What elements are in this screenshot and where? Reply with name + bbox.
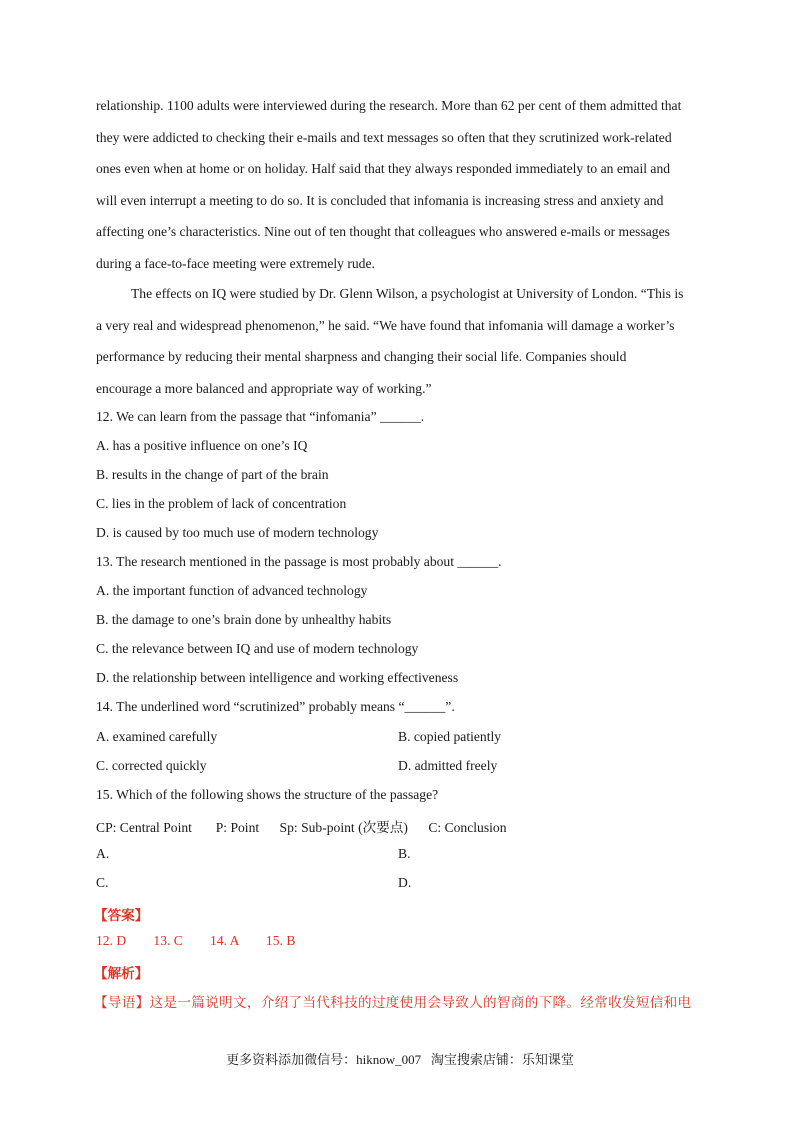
question-13-option-c: C. the relevance between IQ and use of modern technology xyxy=(96,641,419,656)
question-15-option-a: A. xyxy=(96,846,110,861)
question-15-legend: CP: Central Point P: Point Sp: Sub-point (次要点) C: Conclusion xyxy=(96,820,507,835)
question-12-option-a: A. has a positive influence on one’s IQ xyxy=(96,438,308,453)
question-13-stem: 13. The research mentioned in the passage is most probably about ______. xyxy=(96,554,502,569)
passage-line: performance by reducing their mental sharpness and changing their social life. Companies should xyxy=(96,349,627,365)
passage-line: a very real and widespread phenomenon,” he said. “We have found that infomania will damage a worker’s xyxy=(96,317,675,333)
analysis-label: 【解析】 xyxy=(94,966,149,981)
question-14-option-a: A. examined carefully xyxy=(96,729,218,744)
answer-values: 12. D 13. C 14. A 15. B xyxy=(96,933,296,948)
question-12-option-c: C. lies in the problem of lack of concentration xyxy=(96,496,347,511)
question-13-option-d: D. the relationship between intelligence and working effectiveness xyxy=(96,670,459,685)
passage-paragraph-2 xyxy=(96,278,708,404)
passage-line: The effects on IQ were studied by Dr. Glenn Wilson, a psychologist at University of London. “This is xyxy=(131,286,684,301)
question-13-option-a: A. the important function of advanced technology xyxy=(96,583,368,598)
passage-line: they were addicted to checking their e-mails and text messages so often that they scrutinized work-related xyxy=(96,129,672,145)
guide-text: 【导语】这是一篇说明文，介绍了当代科技的过度使用会导致人的智商的下降。经常收发短信和电 xyxy=(94,995,692,1010)
question-15-option-c: C. xyxy=(96,875,109,890)
passage-line: encourage a more balanced and appropriate way of working.” xyxy=(96,380,432,396)
question-14-option-b: B. copied patiently xyxy=(398,729,502,744)
passage-line: will even interrupt a meeting to do so. It is concluded that infomania is increasing stress and anxiety and xyxy=(96,192,664,208)
question-12-stem: 12. We can learn from the passage that “infomania” ______. xyxy=(96,409,425,424)
question-12-option-b: B. results in the change of part of the brain xyxy=(96,467,329,482)
question-14-stem: 14. The underlined word “scrutinized” probably means “______”. xyxy=(96,699,455,714)
question-14-option-c: C. corrected quickly xyxy=(96,758,207,773)
passage-line: relationship. 1100 adults were interviewed during the research. More than 62 per cent of them admitted that xyxy=(96,98,682,113)
passage-line: affecting one’s characteristics. Nine out of ten thought that colleagues who answered e-mails or messages xyxy=(96,224,670,240)
page-footer: 更多资料添加微信号：hiknow_007 淘宝搜索店铺：乐知课堂 xyxy=(226,1052,574,1067)
question-15-option-b: B. xyxy=(398,846,411,861)
question-13-option-b: B. the damage to one’s brain done by unhealthy habits xyxy=(96,612,392,627)
question-14-option-d: D. admitted freely xyxy=(398,758,498,773)
question-15-option-d: D. xyxy=(398,875,412,890)
answer-label: 【答案】 xyxy=(94,908,149,923)
question-15-stem: 15. Which of the following shows the structure of the passage? xyxy=(96,787,439,802)
question-12-option-d: D. is caused by too much use of modern technology xyxy=(96,525,379,540)
passage-line: during a face-to-face meeting were extremely rude. xyxy=(96,255,375,271)
passage-paragraph-1 xyxy=(96,90,708,280)
passage-line: ones even when at home or on holiday. Half said that they always responded immediately to an email and xyxy=(96,161,671,177)
